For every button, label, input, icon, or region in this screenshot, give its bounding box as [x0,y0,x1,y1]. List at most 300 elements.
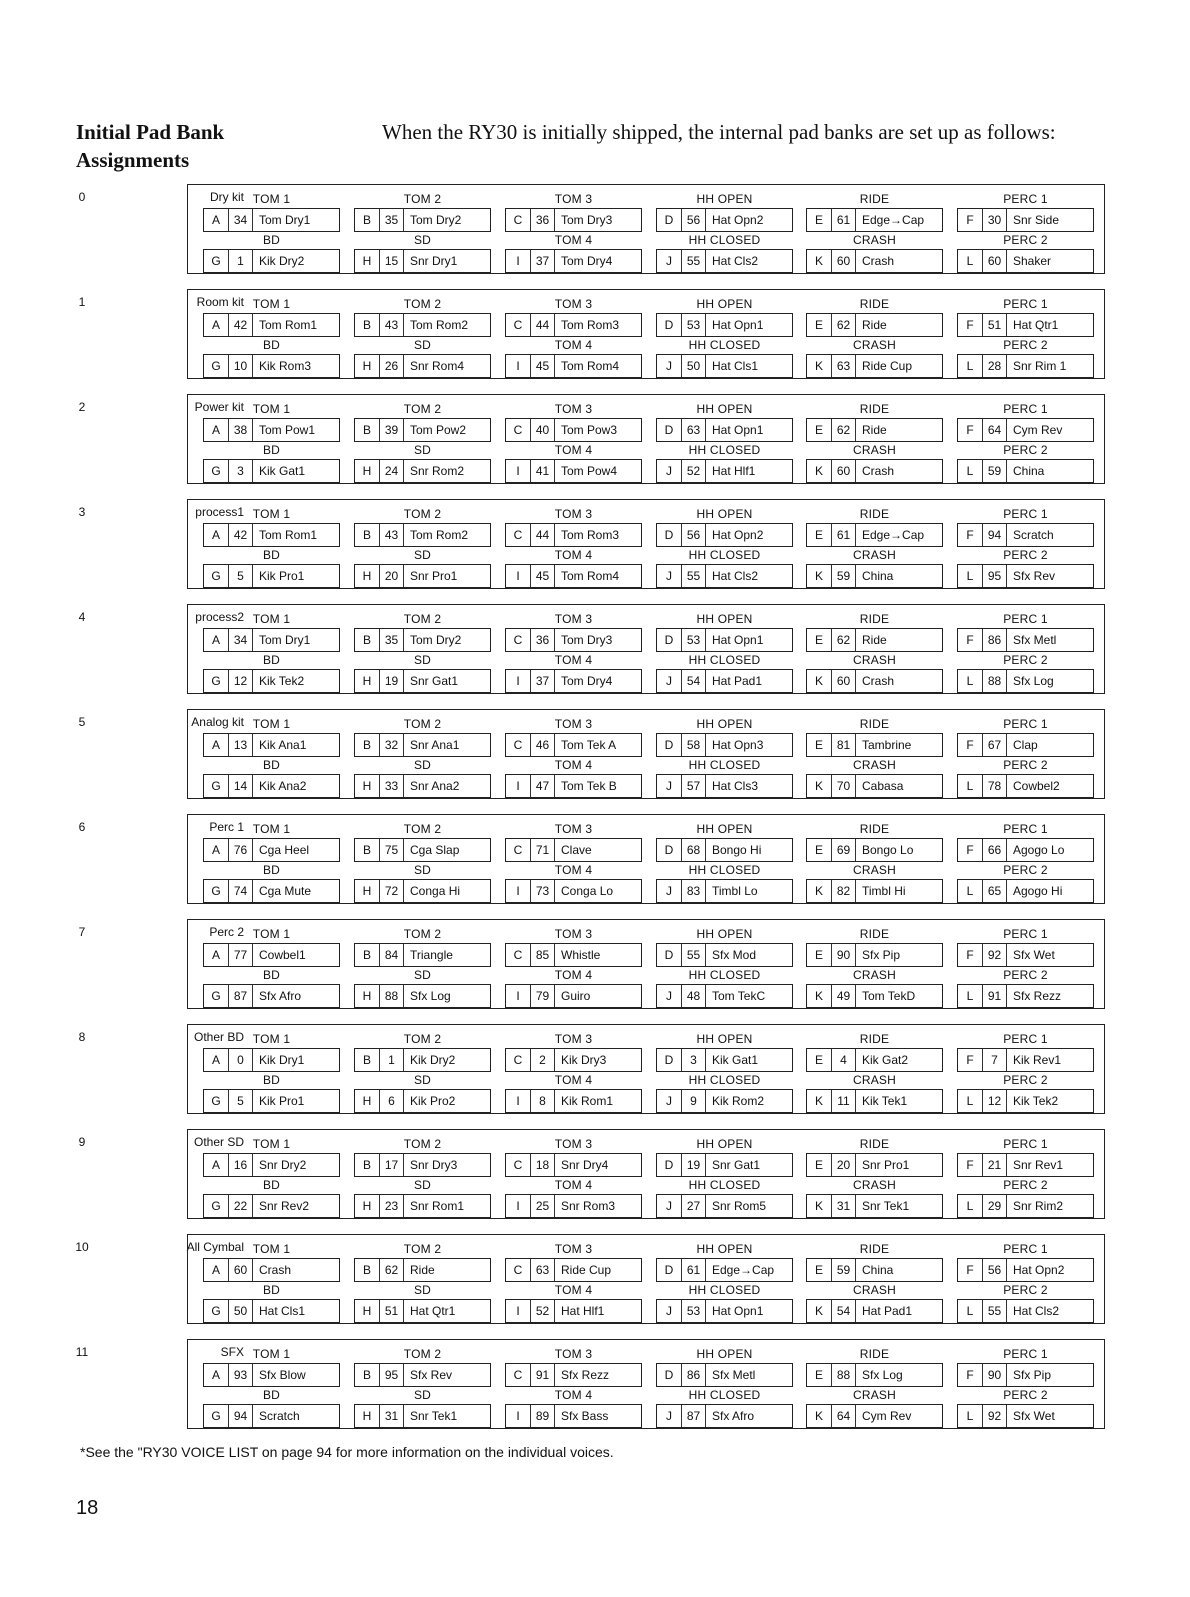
pad-slot [806,1178,943,1219]
voice-number: 60 [983,250,1007,272]
voice-number: 60 [832,460,856,482]
kit-number: 0 [78,190,86,204]
voice-number: 32 [380,734,404,756]
voice-number: 36 [531,629,555,651]
voice-name: Crash [259,1263,292,1277]
pad-slot [806,1283,943,1324]
pad-assignment [656,208,793,232]
slot-label: TOM 1 [252,1032,291,1046]
pad-letter: C [506,1364,531,1386]
pad-letter: B [355,1364,380,1386]
slot-label: SD [413,1283,432,1297]
slot-label: SD [413,443,432,457]
pad-slot [505,338,642,379]
pad-letter: K [807,460,832,482]
voice-number: 44 [531,314,555,336]
voice-number: 50 [682,355,706,377]
voice-number: 24 [380,460,404,482]
voice-number: 95 [380,1364,404,1386]
pad-slot [656,338,793,379]
pad-letter: K [807,250,832,272]
voice-name: Bongo Hi [712,843,762,857]
voice-name: Sfx Pip [862,948,901,962]
pad-letter: A [204,944,229,966]
pad-assignment [203,774,340,798]
voice-name: Agogo Hi [1013,884,1063,898]
pad-slot [806,758,943,799]
pad-slot [806,338,943,379]
pad-assignment [505,1194,642,1218]
voice-name: Snr Dry4 [561,1158,609,1172]
voice-name: Scratch [259,1409,300,1423]
slot-label: HH CLOSED [688,338,761,352]
pad-assignment [806,943,943,967]
pad-assignment [354,628,491,652]
voice-name: Hat Opn3 [712,738,764,752]
voice-name: Hat Opn2 [712,213,764,227]
voice-name: Sfx Rev [410,1368,453,1382]
pad-letter: J [657,1300,682,1322]
voice-name: Bongo Lo [862,843,914,857]
section-heading: Initial Pad Bank Assignments [76,120,225,172]
slot-label: HH OPEN [696,507,753,521]
voice-number: 69 [832,839,856,861]
voice-number: 50 [229,1300,253,1322]
voice-name: Shaker [1013,254,1052,268]
slot-label: TOM 4 [554,1178,593,1192]
slot-label: PERC 2 [1003,1073,1048,1087]
voice-number: 14 [229,775,253,797]
pad-letter: D [657,839,682,861]
voice-name: Hat Hlf1 [561,1304,605,1318]
slot-label: RIDE [859,822,890,836]
pad-slot [203,192,340,233]
pad-letter: C [506,314,531,336]
pad-letter: K [807,670,832,692]
pad-assignment [957,984,1094,1008]
pad-assignment [957,523,1094,547]
pad-assignment [656,1048,793,1072]
voice-number: 60 [229,1259,253,1281]
pad-assignment [505,984,642,1008]
slot-label: PERC 2 [1003,233,1048,247]
pad-assignment [957,459,1094,483]
voice-name: Snr Rim 1 [1013,359,1067,373]
voice-number: 2 [531,1049,555,1071]
pad-letter: A [204,1049,229,1071]
pad-assignment [354,669,491,693]
kit-name: process1 [195,505,244,519]
voice-name: Cga Mute [259,884,312,898]
pad-slot [505,192,642,233]
slot-label: HH CLOSED [688,758,761,772]
voice-number: 62 [832,629,856,651]
pad-letter: H [355,250,380,272]
voice-number: 61 [832,524,856,546]
voice-number: 77 [229,944,253,966]
voice-name: Timbl Hi [862,884,906,898]
voice-number: 5 [229,1090,253,1112]
voice-number: 37 [531,670,555,692]
voice-number: 56 [682,524,706,546]
pad-assignment [656,249,793,273]
pad-assignment [656,418,793,442]
voice-number: 93 [229,1364,253,1386]
pad-letter: A [204,629,229,651]
pad-assignment [505,354,642,378]
voice-name: Kik Rom2 [712,1094,765,1108]
pad-letter: F [958,419,983,441]
pad-assignment [957,1048,1094,1072]
voice-name: Cowbel1 [259,948,306,962]
pad-slot [957,297,1094,338]
voice-name: Tom Pow4 [561,464,618,478]
voice-number: 63 [531,1259,555,1281]
pad-slot [957,338,1094,379]
pad-slot [354,297,491,338]
pad-assignment [656,733,793,757]
pad-slot [354,233,491,274]
pad-assignment [656,564,793,588]
voice-number: 56 [682,209,706,231]
pad-letter: E [807,1364,832,1386]
pad-letter: I [506,1090,531,1112]
pad-assignment [656,313,793,337]
pad-assignment [203,418,340,442]
pad-assignment [806,1404,943,1428]
kit-number: 5 [78,715,86,729]
pad-letter: K [807,1195,832,1217]
kit-pad-grid [187,709,1105,799]
pad-letter: K [807,880,832,902]
voice-name: Sfx Log [410,989,451,1003]
pad-letter: G [204,670,229,692]
pad-slot [957,507,1094,548]
voice-number: 21 [983,1154,1007,1176]
voice-name: Snr Pro1 [862,1158,910,1172]
voice-number: 60 [832,250,856,272]
kit-number: 3 [78,505,86,519]
voice-number: 5 [229,565,253,587]
pad-assignment [957,1089,1094,1113]
voice-name: Tom Rom2 [410,528,469,542]
voice-name: Tom Rom3 [561,318,620,332]
slot-label: PERC 1 [1003,717,1048,731]
voice-number: 7 [983,1049,1007,1071]
slot-label: HH CLOSED [688,233,761,247]
voice-number: 19 [682,1154,706,1176]
slot-label: TOM 4 [554,863,593,877]
pad-letter: C [506,629,531,651]
pad-slot [505,1178,642,1219]
pad-slot [957,612,1094,653]
pad-slot [505,927,642,968]
slot-label: PERC 1 [1003,1347,1048,1361]
voice-name: Kik Rom3 [259,359,312,373]
voice-name: Tom TekC [712,989,766,1003]
pad-letter: L [958,1300,983,1322]
slot-label: BD [262,653,281,667]
pad-slot [354,1242,491,1283]
voice-name: Kik Rev1 [1013,1053,1062,1067]
pad-assignment [505,564,642,588]
voice-name: Tom Dry2 [410,633,462,647]
pad-letter: G [204,565,229,587]
slot-label: TOM 1 [252,297,291,311]
voice-number: 83 [682,880,706,902]
voice-name: Scratch [1013,528,1054,542]
slot-label: CRASH [852,863,896,877]
pad-slot [806,297,943,338]
pad-assignment [957,774,1094,798]
voice-name: Snr Ana2 [410,779,460,793]
kit-pad-grid [187,289,1105,379]
pad-slot [505,443,642,484]
slot-label: PERC 2 [1003,548,1048,562]
voice-number: 66 [983,839,1007,861]
pad-assignment [203,943,340,967]
slot-label: SD [413,758,432,772]
voice-number: 35 [380,209,404,231]
pad-assignment [656,1258,793,1282]
pad-slot [203,233,340,274]
pad-letter: K [807,1405,832,1427]
voice-name: Sfx Rezz [1013,989,1062,1003]
slot-label: TOM 3 [554,1137,593,1151]
pad-letter: B [355,1154,380,1176]
pad-letter: H [355,460,380,482]
slot-label: PERC 1 [1003,927,1048,941]
voice-name: Hat Opn1 [712,318,764,332]
pad-assignment [354,733,491,757]
pad-slot [806,1388,943,1429]
pad-assignment [806,523,943,547]
slot-label: TOM 3 [554,507,593,521]
pad-slot [505,822,642,863]
pad-slot [354,338,491,379]
voice-number: 40 [531,419,555,441]
voice-number: 70 [832,775,856,797]
pad-assignment [354,313,491,337]
pad-slot [656,192,793,233]
pad-letter: I [506,355,531,377]
voice-number: 81 [832,734,856,756]
slot-label: RIDE [859,402,890,416]
pad-slot [505,968,642,1009]
voice-name: Sfx Afro [259,989,302,1003]
pad-letter: C [506,734,531,756]
pad-assignment [354,1299,491,1323]
voice-number: 51 [983,314,1007,336]
pad-letter: K [807,565,832,587]
pad-assignment [203,628,340,652]
slot-label: TOM 3 [554,192,593,206]
pad-slot [203,863,340,904]
pad-letter: D [657,944,682,966]
voice-name: Kik Tek2 [259,674,305,688]
voice-name: Snr Rev1 [1013,1158,1064,1172]
pad-slot [354,1388,491,1429]
pad-letter: L [958,250,983,272]
slot-label: PERC 2 [1003,443,1048,457]
pad-letter: L [958,1405,983,1427]
pad-letter: G [204,985,229,1007]
voice-number: 90 [983,1364,1007,1386]
kit-number: 8 [78,1030,86,1044]
pad-slot [203,402,340,443]
pad-letter: F [958,209,983,231]
pad-slot [505,1073,642,1114]
pad-letter: G [204,355,229,377]
voice-name: Kik Gat2 [862,1053,909,1067]
voice-number: 94 [229,1405,253,1427]
pad-assignment [656,1153,793,1177]
voice-number: 65 [983,880,1007,902]
pad-assignment [354,1194,491,1218]
voice-number: 87 [229,985,253,1007]
voice-number: 4 [832,1049,856,1071]
pad-letter: F [958,1049,983,1071]
pad-assignment [957,838,1094,862]
slot-label: CRASH [852,1073,896,1087]
pad-letter: H [355,985,380,1007]
voice-number: 53 [682,1300,706,1322]
pad-slot [806,968,943,1009]
pad-assignment [505,523,642,547]
pad-assignment [505,1153,642,1177]
pad-slot [957,233,1094,274]
pad-slot [806,1073,943,1114]
slot-label: TOM 2 [403,297,442,311]
voice-name: Kik Ana2 [259,779,307,793]
pad-slot [806,653,943,694]
slot-label: CRASH [852,1388,896,1402]
voice-number: 41 [531,460,555,482]
pad-assignment [203,208,340,232]
pad-slot [957,443,1094,484]
voice-name: Hat Qtr1 [410,1304,456,1318]
pad-assignment [957,1404,1094,1428]
kit-pad-grid [187,1234,1105,1324]
voice-number: 55 [682,944,706,966]
pad-slot [806,1242,943,1283]
voice-name: Snr Rom1 [410,1199,465,1213]
pad-assignment [957,1299,1094,1323]
pad-letter: H [355,1405,380,1427]
pad-slot [656,297,793,338]
pad-letter: L [958,985,983,1007]
voice-number: 20 [832,1154,856,1176]
slot-label: BD [262,443,281,457]
voice-name: Sfx Afro [712,1409,755,1423]
pad-slot [505,863,642,904]
voice-name: Tom Pow2 [410,423,467,437]
pad-assignment [354,418,491,442]
pad-assignment [806,879,943,903]
voice-number: 27 [682,1195,706,1217]
pad-letter: E [807,209,832,231]
pad-letter: B [355,209,380,231]
pad-assignment [505,943,642,967]
pad-slot [354,1073,491,1114]
voice-name: Timbl Lo [712,884,758,898]
slot-label: HH OPEN [696,927,753,941]
pad-slot [354,612,491,653]
pad-letter: F [958,629,983,651]
voice-number: 16 [229,1154,253,1176]
slot-label: PERC 1 [1003,402,1048,416]
slot-label: PERC 2 [1003,338,1048,352]
voice-name: Hat Opn2 [712,528,764,542]
pad-assignment [656,1299,793,1323]
slot-label: TOM 2 [403,402,442,416]
pad-assignment [203,523,340,547]
pad-assignment [203,838,340,862]
pad-assignment [354,943,491,967]
pad-assignment [806,1194,943,1218]
voice-name: Clap [1013,738,1038,752]
slot-label: RIDE [859,1032,890,1046]
slot-label: TOM 2 [403,1242,442,1256]
voice-name: Snr Dry2 [259,1158,307,1172]
slot-label: PERC 1 [1003,612,1048,626]
pad-slot [354,1137,491,1178]
pad-assignment [957,879,1094,903]
pad-assignment [806,418,943,442]
voice-number: 56 [983,1259,1007,1281]
voice-name: Edge→Cap [712,1263,775,1277]
pad-assignment [957,669,1094,693]
pad-assignment [354,354,491,378]
voice-number: 64 [983,419,1007,441]
voice-number: 54 [682,670,706,692]
pad-assignment [203,984,340,1008]
pad-slot [957,1283,1094,1324]
pad-assignment [656,1089,793,1113]
voice-name: Kik Ana1 [259,738,307,752]
pad-assignment [203,1194,340,1218]
pad-slot [203,1137,340,1178]
slot-label: TOM 4 [554,443,593,457]
slot-label: BD [262,1388,281,1402]
pad-letter: I [506,775,531,797]
voice-number: 1 [229,250,253,272]
voice-name: Sfx Pip [1013,1368,1052,1382]
pad-letter: J [657,565,682,587]
pad-slot [656,717,793,758]
pad-letter: E [807,1154,832,1176]
pad-slot [505,1347,642,1388]
kit-name: Perc 2 [209,925,244,939]
slot-label: RIDE [859,297,890,311]
pad-letter: D [657,209,682,231]
slot-label: BD [262,1073,281,1087]
pad-slot [656,1032,793,1073]
voice-number: 34 [229,629,253,651]
kit-number: 2 [78,400,86,414]
slot-label: TOM 1 [252,612,291,626]
slot-label: HH CLOSED [688,1388,761,1402]
pad-letter: E [807,314,832,336]
voice-number: 86 [983,629,1007,651]
pad-slot [656,1242,793,1283]
pad-assignment [656,838,793,862]
kit-name: All Cymbal [186,1240,244,1254]
pad-letter: J [657,1195,682,1217]
voice-name: Sfx Wet [1013,948,1055,962]
voice-name: Hat Pad1 [862,1304,913,1318]
kit-number: 11 [75,1345,89,1359]
